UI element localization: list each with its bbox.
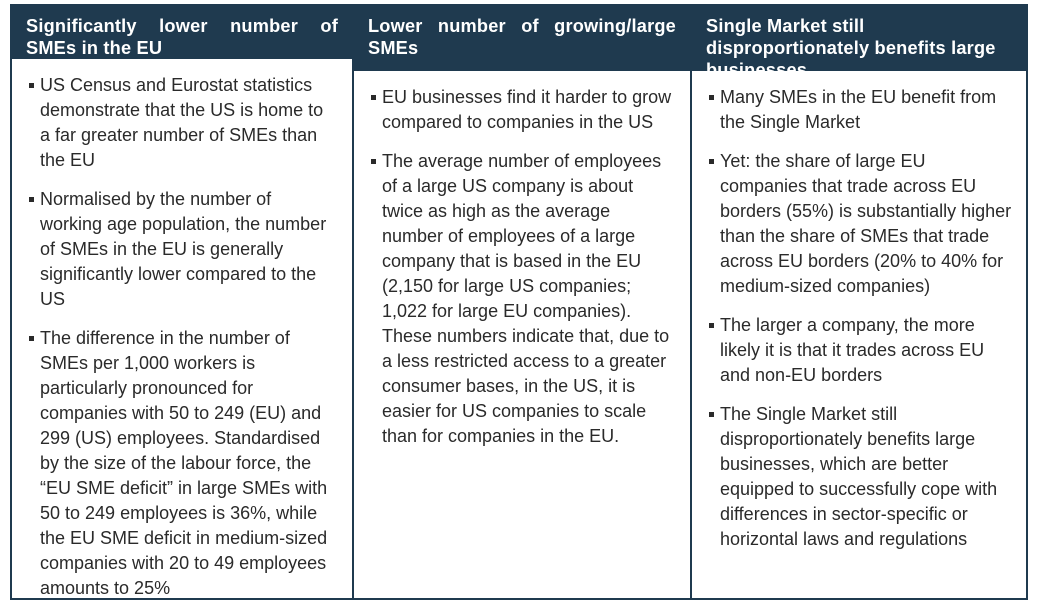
column-body <box>692 71 1026 598</box>
column-single-market <box>690 4 1026 598</box>
bullet-list <box>370 85 676 449</box>
bullet-item: The average number of employees of a large US company is about twice as high as the average number of employees of a large company that is based in the EU (2,150 for large US companies; 1,022 for large EU companies). These numbers indicate that, due to a less restricted access to a greater consumer bases, in the US, it is easier for US companies to scale than for companies in the EU. <box>370 149 676 449</box>
bullet-item: US Census and Eurostat statistics demonstrate that the US is home to a far greater number of SMEs than the EU <box>28 73 338 173</box>
bullet-list <box>28 73 338 601</box>
bullet-item: The Single Market still disproportionately benefits large businesses, which are better equipped to successfully cope with differences in sector-specific or horizontal laws and regulations <box>708 402 1012 552</box>
bullet-item: The difference in the number of SMEs per 1,000 workers is particularly pronounced for companies with 50 to 249 (EU) and 299 (US) employees. Standardised by the size of the labour force, the “EU SME deficit” in large SMEs with 50 to 249 employees is 36%, while the EU SME deficit in medium-sized companies with 20 to 49 employees amounts to 25% <box>28 326 338 601</box>
bullet-item: The larger a company, the more likely it is that it trades across EU and non-EU borders <box>708 313 1012 388</box>
column-header: Single Market still disproportionately benefits large businesses <box>692 4 1026 71</box>
column-sme-number <box>12 4 352 598</box>
column-growing-smes <box>352 4 690 598</box>
column-body <box>12 59 352 615</box>
bullet-item: EU businesses find it harder to grow compared to companies in the US <box>370 85 676 135</box>
column-header: Lower number of growing/large SMEs <box>354 4 690 71</box>
bullet-item: Yet: the share of large EU companies that trade across EU borders (55%) is substantially higher than the share of SMEs that trade across EU borders (20% to 40% for medium-sized companies) <box>708 149 1012 299</box>
bullet-list <box>708 85 1012 552</box>
bullet-item: Normalised by the number of working age population, the number of SMEs in the EU is generally significantly lower compared to the US <box>28 187 338 312</box>
column-header: Significantly lower number of SMEs in the EU <box>12 4 352 59</box>
bullet-item: Many SMEs in the EU benefit from the Single Market <box>708 85 1012 135</box>
comparison-table <box>10 4 1028 600</box>
column-body <box>354 71 690 598</box>
